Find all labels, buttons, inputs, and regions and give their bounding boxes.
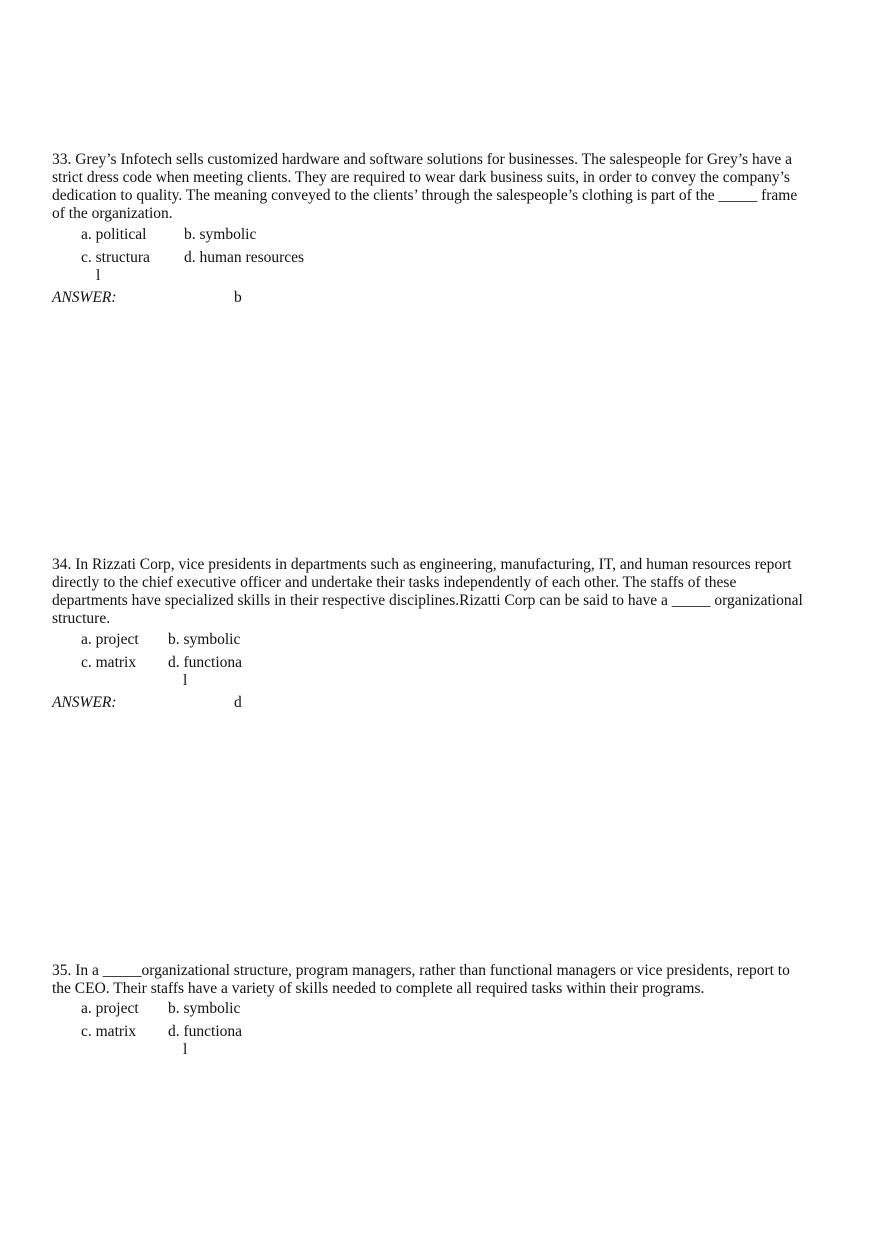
question-text-line: the CEO. Their staffs have a variety of skills needed to complete all required tasks within their programs. bbox=[52, 980, 705, 997]
option-c: c. matrix bbox=[81, 1023, 137, 1040]
option-d: d. functiona bbox=[168, 654, 243, 671]
option-a: a. political bbox=[81, 226, 147, 243]
option-c: c. structura bbox=[81, 249, 150, 266]
question-text-line: of the organization. bbox=[52, 205, 173, 222]
option-d-continuation: l bbox=[183, 672, 188, 689]
question-text-line: 33. Grey’s Infotech sells customized hardware and software solutions for businesses. The salespeople for Grey’s have a bbox=[52, 151, 793, 168]
option-d: d. human resources bbox=[184, 249, 305, 266]
option-d: d. functiona bbox=[168, 1023, 243, 1040]
option-a: a. project bbox=[81, 631, 139, 648]
option-b: b. symbolic bbox=[168, 1000, 241, 1017]
answer-value: d bbox=[234, 694, 242, 711]
question-text-line: dedication to quality. The meaning conveyed to the clients’ through the salespeople’s clothing is part of the _____ frame bbox=[52, 187, 798, 204]
option-d-continuation: l bbox=[183, 1041, 188, 1058]
question-text-line: directly to the chief executive officer and undertake their tasks independently of each other. The staffs of these bbox=[52, 574, 737, 591]
question-34 bbox=[52, 556, 832, 628]
question-text-line: 34. In Rizzati Corp, vice presidents in departments such as engineering, manufacturing, IT, and human resources report bbox=[52, 556, 792, 573]
question-35 bbox=[52, 962, 832, 998]
question-text-line: departments have specialized skills in their respective disciplines.Rizatti Corp can be said to have a _____ organizational bbox=[52, 592, 803, 609]
option-b: b. symbolic bbox=[168, 631, 241, 648]
question-text-line: structure. bbox=[52, 610, 111, 627]
answer-label: ANSWER: bbox=[52, 289, 117, 306]
question-text-line: strict dress code when meeting clients. They are required to wear dark business suits, in order to convey the company’s bbox=[52, 169, 790, 186]
option-a: a. project bbox=[81, 1000, 139, 1017]
question-text-line: 35. In a _____organizational structure, program managers, rather than functional managers or vice presidents, report to bbox=[52, 962, 790, 979]
option-b: b. symbolic bbox=[184, 226, 257, 243]
answer-value: b bbox=[234, 289, 242, 306]
question-33 bbox=[52, 151, 832, 223]
option-c: c. matrix bbox=[81, 654, 137, 671]
answer-label: ANSWER: bbox=[52, 694, 117, 711]
option-c-continuation: l bbox=[96, 267, 101, 284]
